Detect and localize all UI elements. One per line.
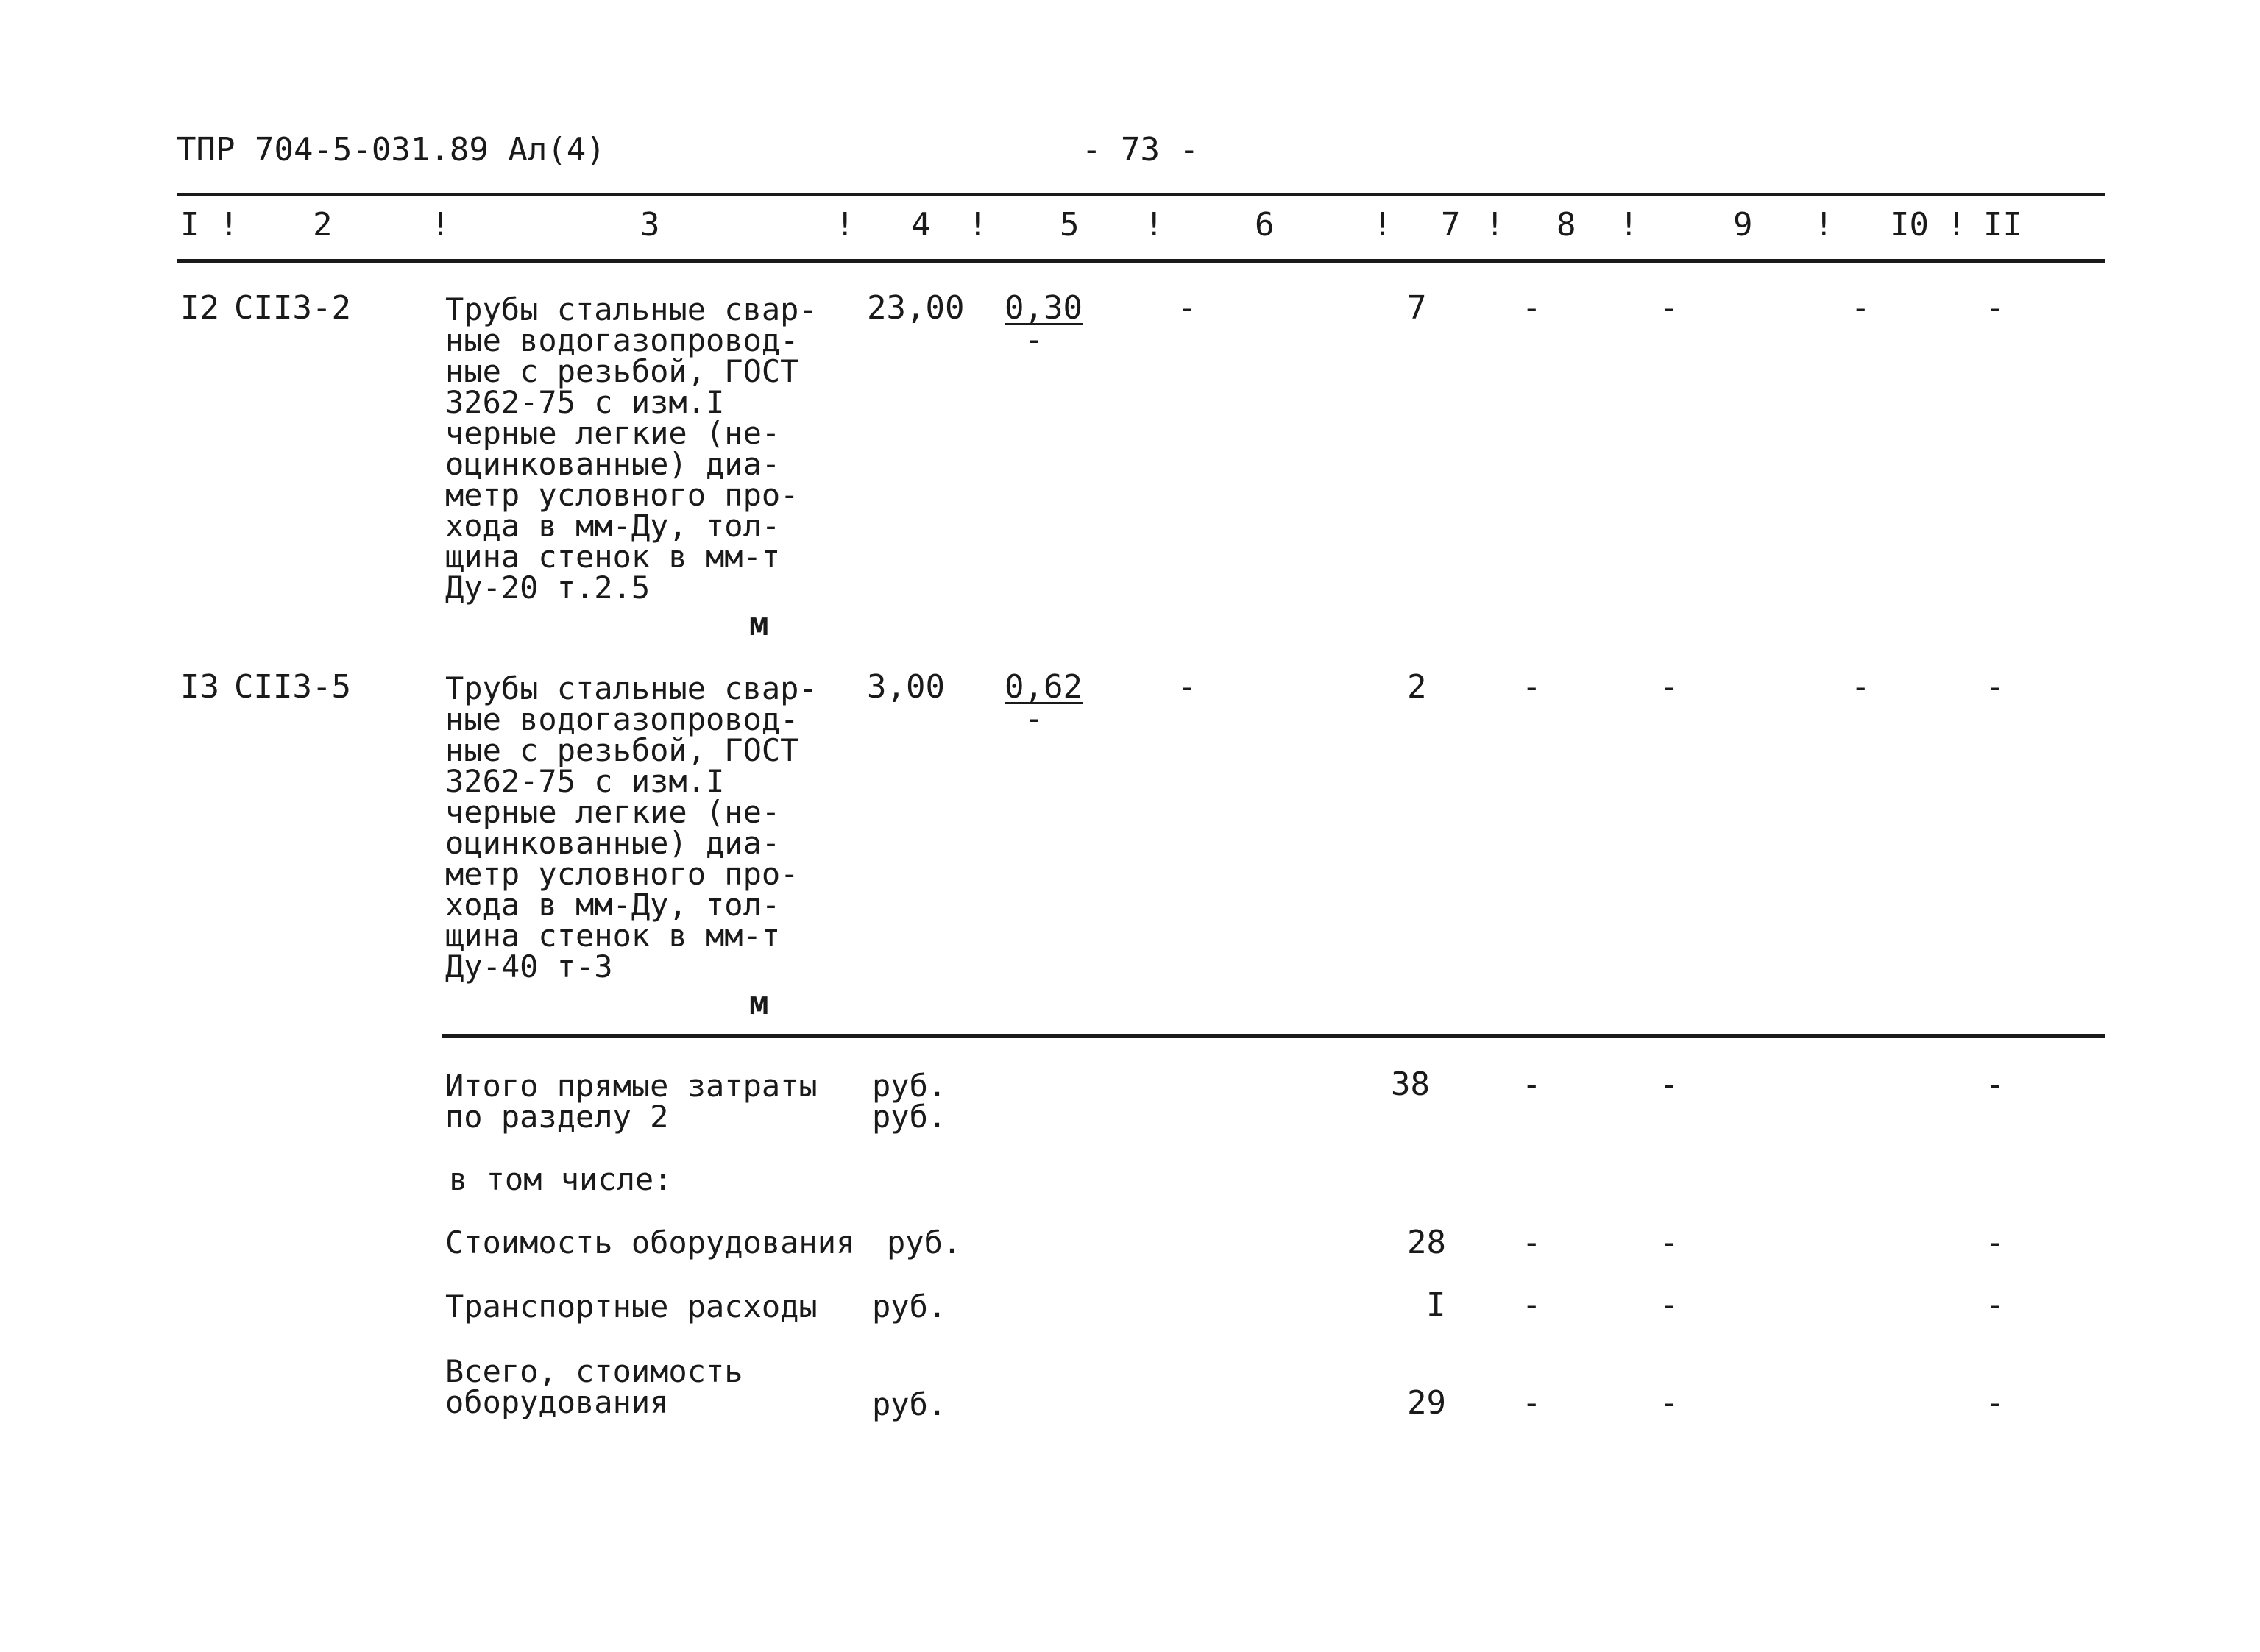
row-col10: - (1851, 289, 1871, 327)
transport-col11: - (1986, 1286, 2005, 1324)
row-unit: м (749, 985, 769, 1022)
row-col6: - (1177, 289, 1197, 327)
equipment-col8: - (1522, 1224, 1542, 1261)
including-label: в том числе: (449, 1161, 673, 1197)
grand-total-col9: - (1659, 1384, 1679, 1422)
table-top-rule (177, 193, 2105, 196)
transport-value: I (1426, 1286, 1446, 1324)
transport-col9: - (1659, 1286, 1679, 1324)
col-separator: ! (1619, 206, 1639, 244)
row-quantity: 23,00 (867, 289, 965, 327)
col-header-3: 3 (640, 206, 660, 244)
row-col6: - (1177, 668, 1197, 706)
col-separator: ! (968, 206, 988, 244)
total-col11: - (1986, 1066, 2005, 1103)
row-col7: 7 (1407, 289, 1427, 327)
col-separator: ! (1946, 206, 1966, 244)
col-header-11: II (1983, 206, 2022, 244)
row-col9: - (1659, 668, 1679, 706)
row-col8: - (1522, 668, 1542, 706)
col-separator: ! (219, 206, 239, 244)
col-header-10: I0 (1890, 206, 1929, 244)
row-col11: - (1986, 289, 2005, 327)
total-col8: - (1522, 1066, 1542, 1103)
equipment-unit: руб. (887, 1224, 962, 1261)
total-label: Итого прямые затраты по разделу 2 (445, 1068, 818, 1135)
equipment-col11: - (1986, 1224, 2005, 1261)
col-header-2: 2 (313, 206, 333, 244)
transport-unit: руб. (872, 1288, 947, 1325)
row-unit: м (749, 606, 769, 643)
col-header-7: 7 (1441, 206, 1461, 244)
row-price-sub: - (1024, 700, 1044, 737)
total-value: 38 (1391, 1066, 1430, 1103)
row-col7: 2 (1407, 668, 1427, 706)
col-separator: ! (431, 206, 450, 244)
row-description: Трубы стальные свар- ные водогазопровод- ные с резьбой, ГОСТ 3262-75 с изм.I черные легкие (не- оцинкованные) диа- метр условного про- хода в мм-Ду, тол- щина стенок в мм-т Ду-40 т-3 (445, 670, 818, 985)
total-col9: - (1659, 1066, 1679, 1103)
row-col10: - (1851, 668, 1871, 706)
equipment-value: 28 (1407, 1224, 1446, 1261)
grand-total-label: Всего, стоимость оборудования (445, 1353, 743, 1420)
section-rule (442, 1034, 2105, 1038)
col-separator: ! (1372, 206, 1392, 244)
row-col11: - (1986, 668, 2005, 706)
col-header-1: I (180, 206, 200, 244)
col-separator: ! (1485, 206, 1505, 244)
header-bottom-rule (177, 259, 2105, 263)
col-header-4: 4 (911, 206, 931, 244)
equipment-label: Стоимость оборудования (445, 1224, 855, 1261)
col-separator: ! (1144, 206, 1164, 244)
col-header-9: 9 (1733, 206, 1753, 244)
col-header-6: 6 (1255, 206, 1275, 244)
row-col9: - (1659, 289, 1679, 327)
row-description: Трубы стальные свар- ные водогазопровод- ные с резьбой, ГОСТ 3262-75 с изм.I черные легкие (не- оцинкованные) диа- метр условного про- хода в мм-Ду, тол- щина стенок в мм-т Ду-20 т.2.5 (445, 291, 818, 606)
grand-total-col8: - (1522, 1384, 1542, 1422)
grand-total-col11: - (1986, 1384, 2005, 1422)
row-code: СII3-5 (234, 668, 351, 706)
document-code: ТПР 704-5-031.89 Ал(4) (177, 131, 606, 169)
row-quantity: 3,00 (867, 668, 945, 706)
transport-label: Транспортные расходы (445, 1288, 818, 1325)
grand-total-value: 29 (1407, 1384, 1446, 1422)
col-header-8: 8 (1556, 206, 1576, 244)
transport-col8: - (1522, 1286, 1542, 1324)
row-number: I2 (180, 289, 219, 327)
row-price: 0,30 (1005, 289, 1083, 327)
page-number: - 73 - (1082, 131, 1199, 169)
col-separator: ! (1814, 206, 1834, 244)
col-header-5: 5 (1060, 206, 1080, 244)
col-separator: ! (835, 206, 855, 244)
row-code: СII3-2 (234, 289, 351, 327)
row-number: I3 (180, 668, 219, 706)
row-col8: - (1522, 289, 1542, 327)
total-unit: руб. руб. (872, 1068, 947, 1135)
row-price: 0,62 (1005, 668, 1083, 706)
row-price-sub: - (1024, 321, 1044, 358)
grand-total-unit: руб. (872, 1386, 947, 1422)
equipment-col9: - (1659, 1224, 1679, 1261)
